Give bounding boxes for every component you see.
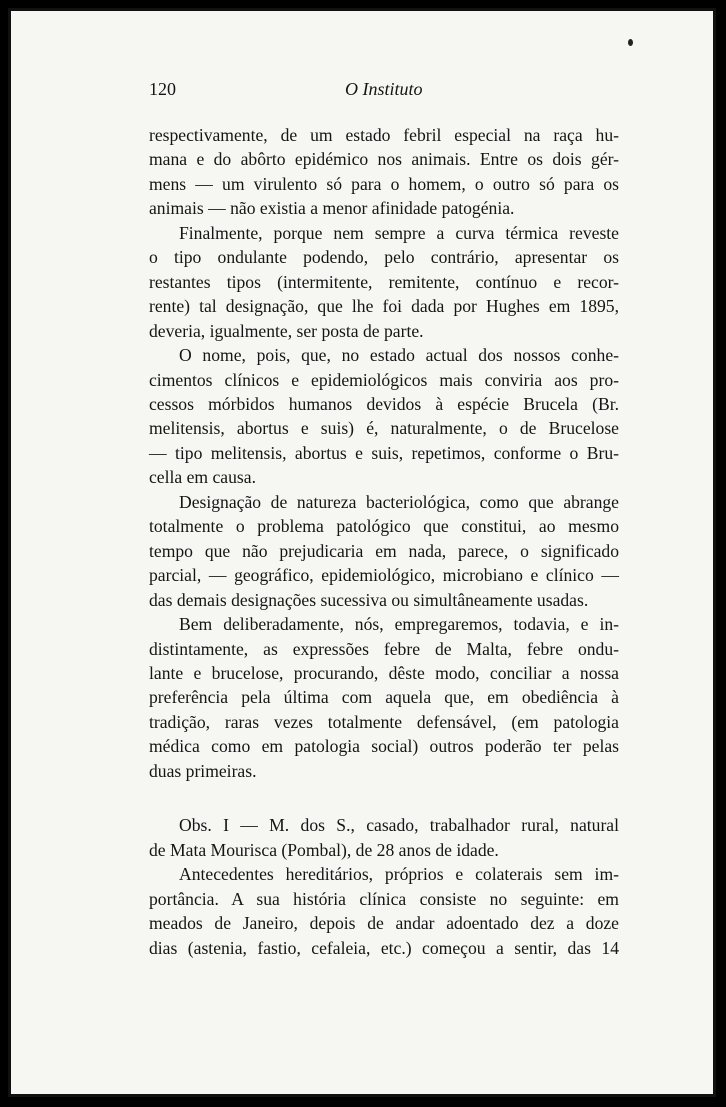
text-line: Finalmente, porque nem sempre a curva térmica reveste [179, 222, 619, 243]
text-line: parcial, — geográfico, epidemiológico, microbiano e clínico — [149, 565, 619, 586]
text-line: Obs. I — M. dos S., casado, trabalhador rural, natural [179, 815, 619, 836]
section-gap [149, 783, 619, 813]
observation-paragraph [149, 813, 619, 862]
text-line: cella em causa. [149, 467, 256, 488]
observation-paragraph [149, 862, 619, 960]
text-line: — tipo melitensis, abortus e suis, repetimos, conforme o Bru- [149, 442, 619, 463]
text-line: meados de Janeiro, depois de andar adoentado dez a doze [149, 913, 619, 934]
ink-speck [628, 39, 633, 46]
text-line: o tipo ondulante podendo, pelo contrário, apresentar os [149, 247, 619, 268]
paragraph [149, 612, 619, 783]
text-line: Designação de natureza bacteriológica, como que abrange [179, 491, 619, 512]
text-line: animais — não existia a menor afinidade patogénia. [149, 198, 515, 219]
text-line: melitensis, abortus e suis) é, naturalmente, o de Brucelose [149, 418, 619, 439]
paragraph [149, 343, 619, 490]
text-line: Bem deliberadamente, nós, empregaremos, todavia, e in- [179, 614, 619, 635]
text-line: cimentos clínicos e epidemiológicos mais conviria aos pro- [149, 369, 619, 390]
text-line: tempo que não prejudicaria em nada, parece, o significado [149, 540, 619, 561]
running-title: O Instituto [345, 79, 423, 99]
paragraph [149, 490, 619, 612]
paragraph [149, 123, 619, 221]
text-line: distintamente, as expressões febre de Malta, febre ondu- [149, 638, 619, 659]
body-text [149, 123, 619, 960]
paragraph [149, 221, 619, 343]
text-line: mens — um virulento só para o homem, o outro só para os [149, 173, 619, 194]
text-line: O nome, pois, que, no estado actual dos nossos conhe- [179, 345, 619, 366]
text-line: lante e brucelose, procurando, dêste modo, conciliar a nossa [149, 662, 619, 683]
text-line: Antecedentes hereditários, próprios e colaterais sem im- [179, 864, 619, 885]
text-line: das demais designações sucessiva ou simultâneamente usadas. [149, 589, 589, 610]
text-line: totalmente o problema patológico que constitui, ao mesmo [149, 516, 619, 537]
text-line: médica como em patologia social) outros poderão ter pelas [149, 736, 619, 757]
page-number: 120 [149, 79, 176, 99]
text-line: duas primeiras. [149, 760, 257, 781]
text-line: deveria, igualmente, ser posta de parte. [149, 320, 424, 341]
text-line: de Mata Mourisca (Pombal), de 28 anos de idade. [149, 839, 499, 860]
text-line: rente) tal designação, que lhe foi dada por Hughes em 1895, [149, 296, 619, 317]
text-line: tradição, raras vezes totalmente defensável, (em patologia [149, 711, 619, 732]
text-line: cessos mórbidos humanos devidos à espécie Brucela (Br. [149, 393, 619, 414]
text-line: dias (astenia, fastio, cefaleia, etc.) começou a sentir, das 14 [149, 937, 619, 958]
text-line: restantes tipos (intermitente, remitente, contínuo e recor- [149, 271, 619, 292]
text-line: mana e do abôrto epidémico nos animais. Entre os dois gér- [149, 149, 619, 170]
text-line: respectivamente, de um estado febril especial na raça hu- [149, 125, 619, 145]
text-line: preferência pela última com aquela que, em obediência à [149, 687, 619, 708]
text-line: portância. A sua história clínica consiste no seguinte: em [149, 888, 619, 909]
page-header [149, 79, 619, 105]
scanned-page [8, 8, 716, 1097]
